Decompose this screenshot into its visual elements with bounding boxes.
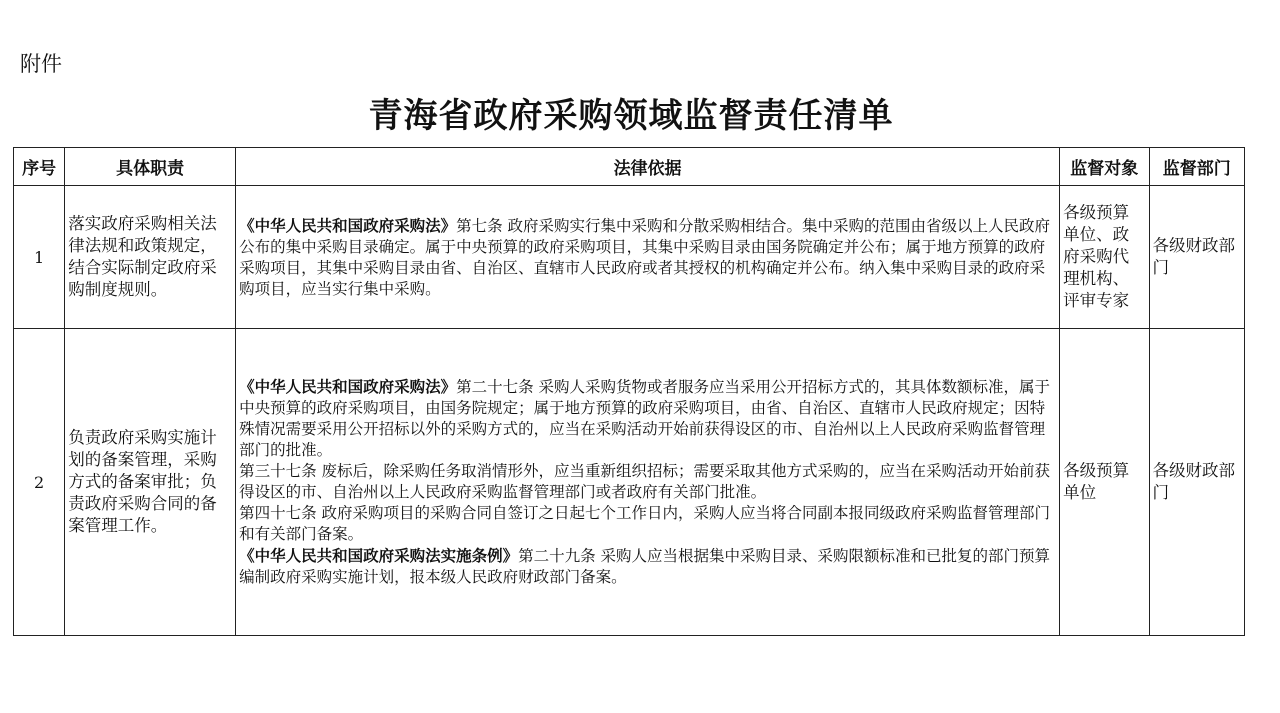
column-header-number: 序号 xyxy=(14,148,65,186)
column-header-legal-basis: 法律依据 xyxy=(236,148,1060,186)
row-number: 1 xyxy=(14,186,65,329)
law-name: 《中华人民共和国政府采购法》 xyxy=(239,215,457,235)
law-name: 《中华人民共和国政府采购法》 xyxy=(239,377,457,396)
table-row xyxy=(14,329,1245,636)
duty-cell: 落实政府采购相关法律法规和政策规定，结合实际制定政府采购制度规则。 xyxy=(65,186,236,329)
supervised-object-cell: 各级预算单位 xyxy=(1060,329,1149,636)
supervising-department-cell: 各级财政部门 xyxy=(1149,329,1245,636)
legal-basis-cell xyxy=(236,186,1060,329)
supervised-object-cell: 各级预算单位、政府采购代理机构、评审专家 xyxy=(1060,186,1149,329)
legal-basis-paragraph xyxy=(239,545,1056,588)
law-text: 第四十七条 政府采购项目的采购合同自签订之日起七个工作日内，采购人应当将合同副本报同级政府采购监督管理部门和有关部门备案。 xyxy=(239,504,1050,543)
law-name: 《中华人民共和国政府采购法实施条例》 xyxy=(239,546,519,565)
column-header-duty: 具体职责 xyxy=(65,148,236,186)
supervising-department-cell: 各级财政部门 xyxy=(1149,186,1245,329)
table-row xyxy=(14,186,1245,329)
duty-cell: 负责政府采购实施计划的备案管理，采购方式的备案审批；负责政府采购合同的备案管理工作。 xyxy=(65,329,236,636)
law-text: 第二十七条 采购人采购货物或者服务应当采用公开招标方式的，其具体数额标准，属于中央预算的政府采购项目，由国务院规定；属于地方预算的政府采购项目，由省、自治区、直辖市人民政府规定；因特殊情况需要采用公开招标以外的采购方式的，应当在采购活动开始前获得设区的市、自治州以上人民政府采购监督管理部门的批准。 xyxy=(239,378,1051,459)
attachment-label: 附件 xyxy=(20,52,62,76)
legal-basis-cell xyxy=(236,329,1060,636)
column-header-supervising-department: 监督部门 xyxy=(1149,148,1245,186)
law-text: 第三十七条 废标后，除采购任务取消情形外，应当重新组织招标；需要采取其他方式采购的，应当在采购活动开始前获得设区的市、自治州以上人民政府采购监督管理部门或者政府有关部门批准。 xyxy=(239,462,1050,501)
legal-basis-paragraph xyxy=(239,461,1056,503)
legal-basis-paragraph xyxy=(239,215,1056,300)
legal-basis-paragraph xyxy=(239,376,1056,461)
law-text: 第二十九条 采购人应当根据集中采购目录、采购限额标准和已批复的部门预算编制政府采购实施计划，报本级人民政府财政部门备案。 xyxy=(239,547,1051,586)
responsibility-table xyxy=(13,147,1245,636)
page-title: 青海省政府采购领域监督责任清单 xyxy=(368,96,894,136)
column-header-supervised-object: 监督对象 xyxy=(1060,148,1149,186)
table-header-row xyxy=(14,148,1245,186)
legal-basis-paragraph xyxy=(239,503,1056,545)
law-text: 第七条 政府采购实行集中采购和分散采购相结合。集中采购的范围由省级以上人民政府公布的集中采购目录确定。属于中央预算的政府采购项目，其集中采购目录由国务院确定并公布；属于地方预算的政府采购项目，其集中采购目录由省、自治区、直辖市人民政府或者其授权的机构确定并公布。纳入集中采购目录的政府采购项目，应当实行集中采购。 xyxy=(239,216,1051,298)
row-number: 2 xyxy=(14,329,65,636)
